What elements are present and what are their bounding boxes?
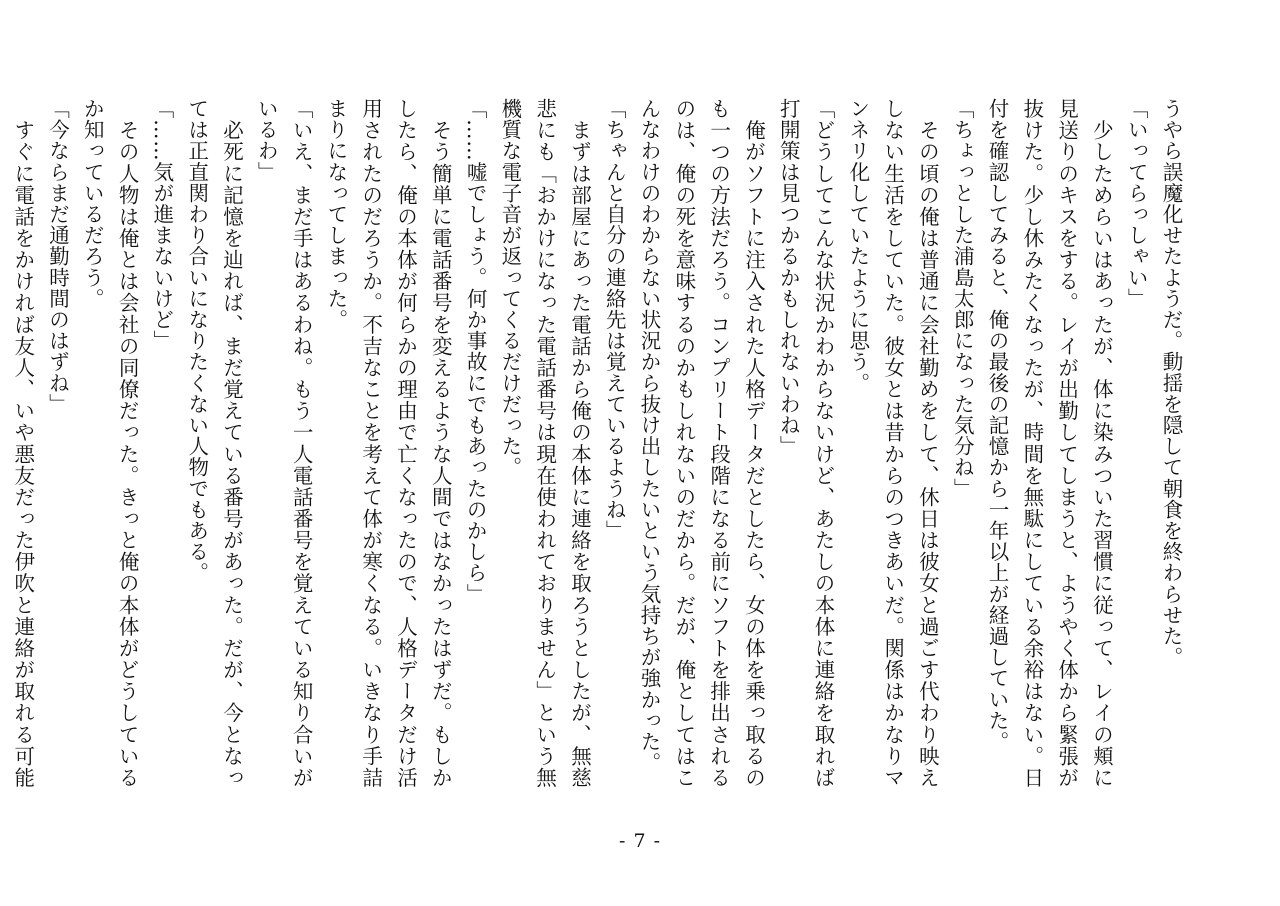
paragraph: すぐに電話をかければ友人、いや悪友だった伊吹と連絡が取れる可能 [10, 119, 35, 788]
dialogue-line: 「いえ、まだ手はあるわね。もう一人電話番号を覚えている知り合いがいるわ」 [254, 98, 314, 788]
paragraph: 俺がソフトに注入された人格データだとしたら、女の体を乗っ取るのも一つの方法だろう。コンプリート段階になる前にソフトを排出されるのは、俺の死を意味するのかもしれないのだから。だが、俺としてはこんなわけのわからない状況から抜け出したいという気持ちが強かった。 [637, 98, 766, 788]
dialogue-line: 「どうしてこんな状況かわからないけど、あたしの本体に連絡を取れば打開策は見つかるかもしれないわね」 [776, 98, 836, 788]
dialogue-line: 「今ならまだ通勤時間のはずね」 [45, 98, 70, 415]
novel-text-body [10, 98, 1188, 788]
dialogue-line: 「……嘘でしょう。何か事故にでもあったのかしら」 [463, 98, 488, 605]
page-number: - 7 - [618, 830, 661, 852]
paragraph: その人物は俺とは会社の同僚だった。きっと俺の本体がどうしているか知っているだろう。 [80, 98, 140, 788]
dialogue-line: 「……気が進まないけど」 [149, 98, 174, 352]
paragraph: その頃の俺は普通に会社勤めをして、休日は彼女と過ごす代わり映えしない生活をしていた。彼女とは昔からのつきあいだ。関係はかなりマンネリ化していたように思う。 [845, 98, 940, 788]
paragraph: 少しためらいはあったが、体に染みついた習慣に従って、レイの頬に見送りのキスをする。レイが出勤してしまうと、ようやく体から緊張が抜けた。少し休みたくなったが、時間を無駄にしている余裕はない。日付を確認してみると、俺の最後の記憶から一年以上が経過していた。 [985, 98, 1114, 788]
dialogue-line: 「いってらっしゃい」 [1124, 98, 1149, 309]
paragraph: うやら誤魔化せたようだ。動揺を隠して朝食を終わらせた。 [1159, 98, 1183, 668]
paragraph: 必死に記憶を辿れば、まだ覚えている番号があった。だが、今となっては正直関わり合いになりたくない人物でもある。 [184, 98, 244, 788]
dialogue-line: 「ちょっとした浦島太郎になった気分ね」 [950, 98, 975, 499]
paragraph: そう簡単に電話番号を変えるような人間ではなかったはずだ。もしかしたら、俺の本体が何らかの理由で亡くなったので、人格データだけ活用されたのだろうか。不吉なことを考えて体が寒くなる。いきなり手詰まりになってしまった。 [323, 98, 453, 788]
dialogue-line: 「ちゃんと自分の連絡先は覚えているようね」 [602, 98, 627, 542]
paragraph: まずは部屋にあった電話から俺の本体に連絡を取ろうとしたが、無慈悲にも「おかけになった電話番号は現在使われておりません」という無機質な電子音が返ってくるだけだった。 [497, 98, 592, 788]
